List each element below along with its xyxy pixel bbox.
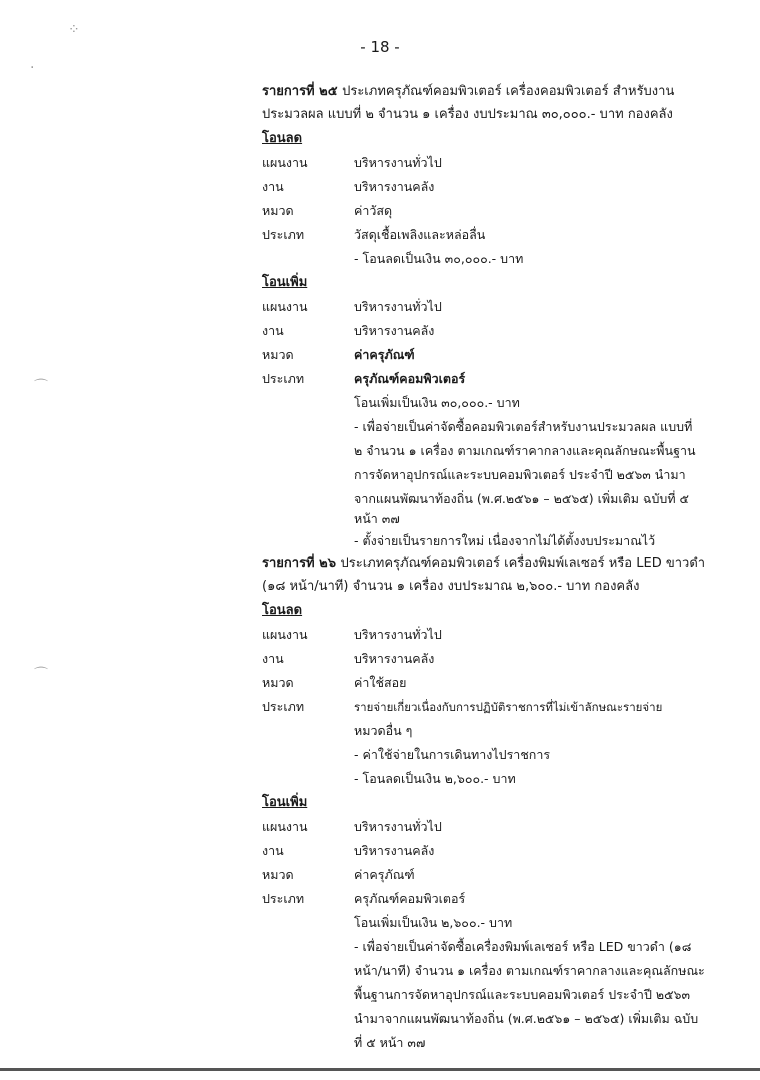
- item-26-in-row: หมวด ค่าครุภัณฑ์: [262, 867, 415, 882]
- item-26-out-row: แผนงาน บริหารงานทั่วไป: [262, 627, 442, 642]
- item-26-transfer-out-label: โอนลด: [262, 603, 303, 618]
- item-26-out-row: ประเภท รายจ่ายเกี่ยวเนื่องกับการปฏิบัติราชการที่ไม่เข้าลักษณะรายจ่าย: [262, 699, 663, 714]
- item-25-title-cont: ประมวลผล แบบที่ ๒ จำนวน ๑ เครื่อง งบประมาณ ๓๐,๐๐๐.- บาท กองคลัง: [262, 107, 673, 122]
- item-25-in-row: แผนงาน บริหารงานทั่วไป: [262, 299, 442, 314]
- item-25-in-desc: จากแผนพัฒนาท้องถิ่น (พ.ศ.๒๕๖๑ – ๒๕๖๕) เพิ่มเติม ฉบับที่ ๕: [354, 491, 689, 506]
- scan-speck: ⁘: [68, 22, 80, 38]
- item-26-in-desc: - เพื่อจ่ายเป็นค่าจัดซื้อเครื่องพิมพ์เลเซอร์ หรือ LED ขาวดำ (๑๘: [354, 939, 692, 954]
- item-26-in-row: ประเภท ครุภัณฑ์คอมพิวเตอร์: [262, 891, 466, 906]
- item-26-out-cont: หมวดอื่น ๆ: [354, 723, 413, 738]
- item-25-title: ประเภทครุภัณฑ์คอมพิวเตอร์ เครื่องคอมพิวเตอร์ สำหรับงาน: [342, 84, 675, 99]
- item-25-in-desc: - เพื่อจ่ายเป็นค่าจัดซื้อคอมพิวเตอร์สำหรับงานประมวลผล แบบที่: [354, 419, 693, 434]
- item-25-out-row: งาน บริหารงานคลัง: [262, 179, 435, 194]
- item-25-in-desc: ๒ จำนวน ๑ เครื่อง ตามเกณฑ์ราคากลางและคุณลักษณะพื้นฐาน: [354, 443, 696, 458]
- item-26-in-row: งาน บริหารงานคลัง: [262, 843, 435, 858]
- item-25-in-row: งาน บริหารงานคลัง: [262, 323, 435, 338]
- item-25-out-amount: - โอนลดเป็นเงิน ๓๐,๐๐๐.- บาท: [354, 251, 524, 266]
- item-26-in-amount: โอนเพิ่มเป็นเงิน ๒,๖๐๐.- บาท: [354, 915, 513, 930]
- item-26-title: ประเภทครุภัณฑ์คอมพิวเตอร์ เครื่องพิมพ์เลเซอร์ หรือ LED ขาวดำ: [340, 556, 706, 571]
- item-26-in-desc: หน้า/นาที) จำนวน ๑ เครื่อง ตามเกณฑ์ราคากลางและคุณลักษณะ: [354, 963, 705, 978]
- item-26-out-row: หมวด ค่าใช้สอย: [262, 675, 407, 690]
- item-25-out-row: แผนงาน บริหารงานทั่วไป: [262, 155, 442, 170]
- item-26-in-desc: พื้นฐานการจัดหาอุปกรณ์และระบบคอมพิวเตอร์ ประจำปี ๒๕๖๓: [354, 987, 691, 1002]
- scan-speck: ⌒: [34, 379, 48, 395]
- item-26-in-row: แผนงาน บริหารงานทั่วไป: [262, 819, 442, 834]
- item-25-out-row: หมวด ค่าวัสดุ: [262, 203, 393, 218]
- page-number: - 18 -: [360, 38, 400, 56]
- item-26-out-amount: - โอนลดเป็นเงิน ๒,๖๐๐.- บาท: [354, 771, 516, 786]
- item-25-number: รายการที่ ๒๕: [262, 84, 338, 99]
- item-25-out-row: ประเภท วัสดุเชื้อเพลิงและหล่อลื่น: [262, 227, 486, 242]
- item-26-transfer-in-label: โอนเพิ่ม: [262, 795, 308, 810]
- scan-speck: ⌒: [34, 667, 48, 683]
- item-26-number: รายการที่ ๒๖: [262, 556, 336, 571]
- item-26-out-row: งาน บริหารงานคลัง: [262, 651, 435, 666]
- item-26-in-desc: นำมาจากแผนพัฒนาท้องถิ่น (พ.ศ.๒๕๖๑ – ๒๕๖๕) เพิ่มเติม ฉบับ: [354, 1011, 699, 1026]
- item-25-transfer-out-label: โอนลด: [262, 131, 303, 146]
- item-25-in-row: หมวด ค่าครุภัณฑ์: [262, 347, 415, 362]
- item-25-heading: [262, 80, 674, 103]
- item-25-in-row: ประเภท ครุภัณฑ์คอมพิวเตอร์: [262, 371, 466, 386]
- item-25-in-amount: โอนเพิ่มเป็นเงิน ๓๐,๐๐๐.- บาท: [354, 395, 520, 410]
- scan-speck: ·: [30, 60, 35, 76]
- item-25-in-note: - ตั้งจ่ายเป็นรายการใหม่ เนื่องจากไม่ได้ตั้งงบประมาณไว้: [354, 533, 656, 548]
- item-26-title-cont: (๑๘ หน้า/นาที) จำนวน ๑ เครื่อง งบประมาณ ๒,๖๐๐.- บาท กองคลัง: [262, 579, 640, 594]
- item-25-in-desc: หน้า ๓๗: [354, 511, 400, 526]
- item-26-heading: [262, 552, 705, 575]
- item-26-out-sub: - ค่าใช้จ่ายในการเดินทางไปราชการ: [354, 747, 551, 762]
- item-26-in-desc: ที่ ๕ หน้า ๓๗: [354, 1035, 426, 1050]
- item-25-in-desc: การจัดหาอุปกรณ์และระบบคอมพิวเตอร์ ประจำปี ๒๕๖๓ นำมา: [354, 467, 686, 482]
- item-25-transfer-in-label: โอนเพิ่ม: [262, 275, 308, 290]
- scan-bottom-edge: [0, 1068, 760, 1071]
